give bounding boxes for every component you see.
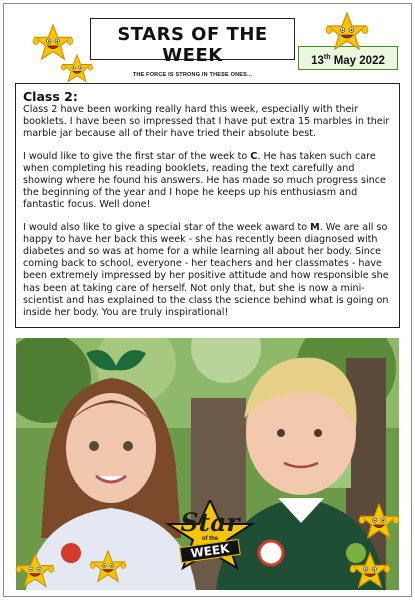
first-star-name: C bbox=[250, 150, 258, 162]
date-suffix: th bbox=[323, 54, 331, 61]
page-subtitle: THE FORCE IS STRONG IN THESE ONES... bbox=[132, 72, 253, 78]
special-star-name: M bbox=[310, 221, 320, 233]
smiling-star-icon bbox=[12, 553, 58, 589]
date-day: 13 bbox=[311, 54, 324, 67]
badge-line1: Star bbox=[180, 508, 240, 537]
para3-text-b: . We are all so happy to have her back this week - she has recently been diagnosed with diabetes and so was at home for a while learning all about her body. Since coming back to school, everyone - her teachers and her classmates - have been extremely impressed by her positive attitude and how responsible she has been at taking care of herself. Not only that, but she is now a mini-scientist and has explained to the class the science behind what is going on inside her body. You are truly inspirational! bbox=[23, 221, 389, 319]
para2-text-a: I would like to give the first star of the week to bbox=[23, 150, 251, 162]
page-title: STARS OF THE WEEK bbox=[117, 24, 268, 66]
para2-text-b: . He has taken such care when completing his reading booklets, reading the text carefully and showing where he found his answers. He has made so much progress since the beginning of the year and I hope he keeps up his enthusiasm and fantastic focus. Well done! bbox=[23, 150, 386, 211]
smiling-star-icon bbox=[350, 503, 408, 541]
paragraph-first-star bbox=[23, 151, 392, 212]
paragraph-special-star bbox=[23, 222, 392, 320]
smiling-star-icon bbox=[86, 550, 130, 584]
content-box bbox=[15, 83, 400, 328]
star-of-the-week-badge bbox=[160, 500, 260, 570]
paragraph-intro: Class 2 have been working really hard this week, especially with their booklets. I have been so impressed that I have put extra 15 marbles in their marble jar because all of their have tried their absolute best. bbox=[23, 104, 390, 140]
date-rest: May 2022 bbox=[330, 54, 385, 67]
smiling-star-icon bbox=[55, 54, 99, 84]
badge-line2: of the bbox=[201, 536, 219, 542]
badge-line3: WEEK bbox=[179, 539, 241, 563]
smiling-star-icon bbox=[340, 552, 400, 590]
smiling-star-icon bbox=[316, 12, 378, 52]
title-box bbox=[90, 18, 295, 78]
para3-text-a: I would also like to give a special star of the week award to bbox=[23, 221, 311, 233]
class-heading: Class 2: bbox=[23, 89, 78, 104]
